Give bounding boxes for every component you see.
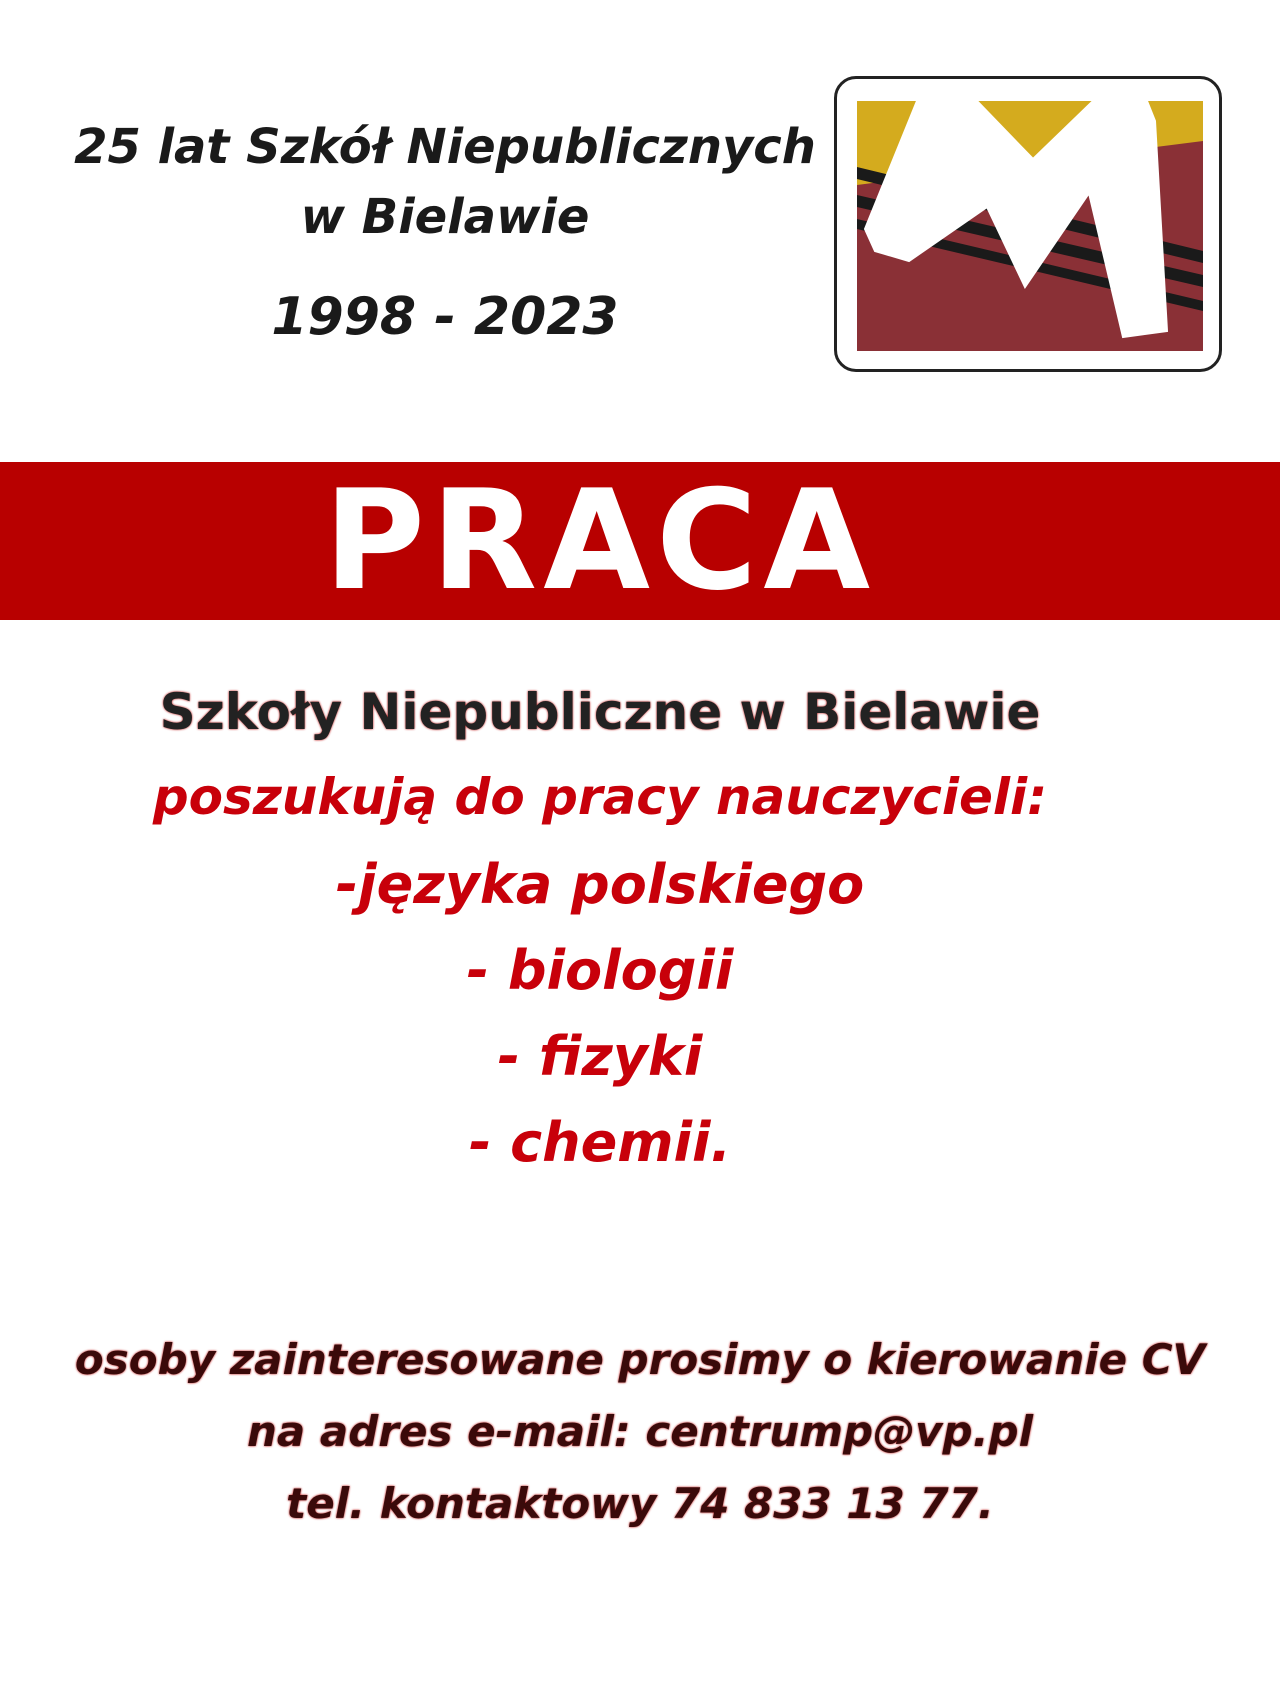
list-item: - chemii. (468, 1111, 732, 1174)
anniversary-location: w Bielawie (300, 189, 590, 245)
cv-request: osoby zainteresowane prosimy o kierowanie CV (74, 1335, 1206, 1384)
subject-list (0, 842, 1280, 1186)
job-offer (0, 672, 1280, 1186)
school-m-logo-icon (857, 101, 1203, 351)
email-line: na adres e-mail: centrump@vp.pl (247, 1407, 1033, 1456)
list-item: -języka polskiego (335, 853, 865, 916)
anniversary-years: 1998 - 2023 (271, 287, 619, 347)
school-logo (834, 76, 1222, 372)
list-item: - fizyki (497, 1025, 703, 1088)
school-name: Szkoły Niepubliczne w Bielawie (159, 683, 1041, 741)
header-block (60, 112, 830, 352)
list-item: - biologii (466, 939, 734, 1002)
banner-title: PRACA (323, 460, 877, 621)
banner (0, 462, 1280, 620)
contact-info (0, 1324, 1280, 1540)
anniversary-title: 25 lat Szkół Niepublicznych (74, 119, 816, 175)
phone-line: tel. kontaktowy 74 833 13 77. (286, 1479, 994, 1528)
offer-heading: poszukują do pracy nauczycieli: (152, 768, 1048, 826)
